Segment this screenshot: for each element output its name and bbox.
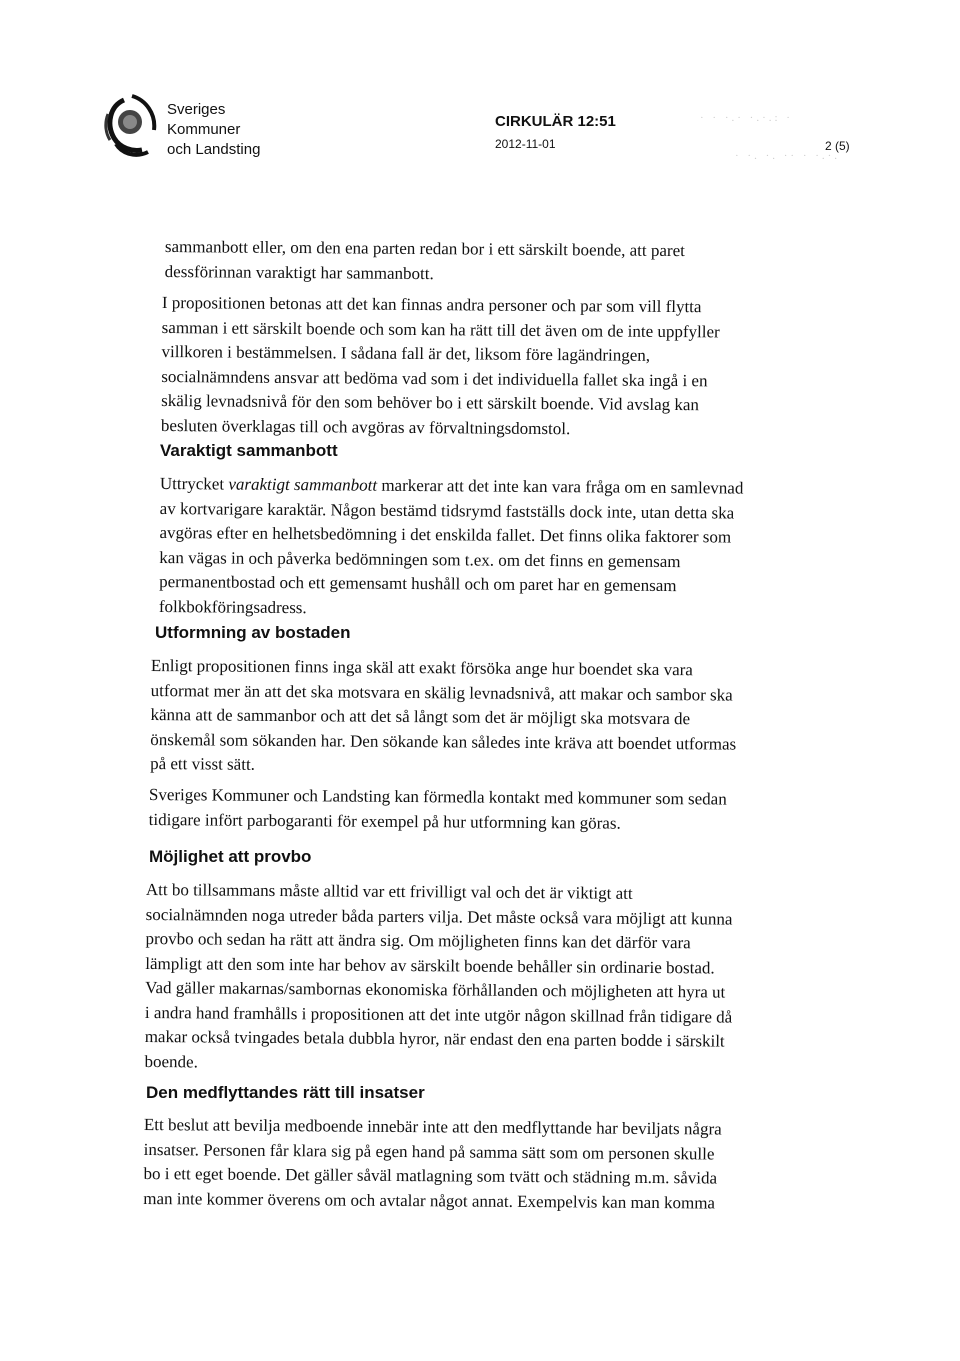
org-line-1: Sveriges bbox=[167, 101, 226, 118]
text-line: tidigare infört parbogaranti för exempel på hur utformning kan göras. bbox=[148, 809, 621, 833]
emphasized-term: varaktigt sammanbott bbox=[228, 474, 378, 495]
text-line: sammanbott eller, om den ena parten redan bor i ett särskilt boende, att paret bbox=[164, 236, 685, 261]
text-line: Att bo tillsammans måste alltid var ett frivilligt val och det är viktigt att bbox=[145, 879, 633, 903]
section-heading-insatser: Den medflyttandes rätt till insatser bbox=[146, 1083, 425, 1102]
text-line: utformat mer än att det ska motsvara en skälig levnadsnivå, att makar och sambor ska bbox=[150, 680, 733, 705]
text-line: lämpligt att den som inte har behov av särskilt boende behåller sin ordinarie bostad. bbox=[145, 953, 715, 977]
section2-paragraph2 bbox=[149, 783, 809, 837]
section-heading-utformning: Utformning av bostaden bbox=[155, 623, 351, 642]
org-line-2: Kommuner bbox=[167, 121, 241, 138]
document-date: 2012-11-01 bbox=[495, 137, 556, 151]
section4-paragraph bbox=[143, 1113, 804, 1216]
section-heading-varaktigt-sammanbott: Varaktigt sammanbott bbox=[160, 441, 338, 460]
text-line: insatser. Personen får klara sig på egen hand på samma sätt som om personen skulle bbox=[143, 1139, 715, 1163]
text-line: permanentbostad och ett gemensamt hushåll och om paret har en gemensam bbox=[159, 571, 677, 596]
text-line: Ett beslut att bevilja medboende innebär inte att den medflyttande har beviljats några bbox=[143, 1114, 722, 1139]
text-line: folkbokföringsadress. bbox=[158, 596, 307, 617]
text-line: i andra hand framhålls i propositionen att det inte utgör någon skillnad från tidigare då bbox=[144, 1002, 733, 1027]
text-line: provbo och sedan ha rätt att ändra sig. Om möjligheten finns kan det därför vara bbox=[145, 928, 691, 953]
text-line: dessförinnan varaktigt har sammanbott. bbox=[164, 261, 434, 283]
text-line: på ett visst sätt. bbox=[150, 753, 256, 774]
scan-noise: · ·. ·. ·· · ·.·. bbox=[735, 150, 841, 162]
section2-paragraph1 bbox=[150, 654, 811, 782]
text-line: man inte kommer överens om och avtalar något annat. Exempelvis kan man komma bbox=[143, 1188, 716, 1212]
text-line: avgöras efter en helhetsbedömning i det enskilda fallet. Det finns olika faktorer som bbox=[159, 522, 732, 547]
text-line: samman i ett särskilt boende och som kan ha rätt till det även om de inte uppfyller bbox=[161, 317, 720, 341]
text-line: villkoren i bestämmelsen. I sådana fall är det, liksom före lagändringen, bbox=[161, 341, 651, 365]
org-line-3: och Landsting bbox=[167, 141, 261, 158]
intro-paragraph bbox=[165, 235, 825, 289]
text-line: boende. bbox=[144, 1051, 198, 1071]
text-line: socialnämndens ansvar att bedöma vad som i det individuella fallet ska ingå i en bbox=[161, 366, 708, 390]
section3-paragraph bbox=[144, 878, 806, 1079]
text-line: kan vägas in och påverka bedömningen som t.ex. om det finns en gemensam bbox=[159, 547, 681, 571]
text-line: önskemål som sökanden har. Den sökande kan således inte kräva att boendet utformas bbox=[150, 729, 737, 754]
section1-paragraph bbox=[159, 472, 820, 624]
text-line: Uttrycket varaktigt sammanbott markerar att det inte kan vara fråga om en samlevnad bbox=[159, 473, 744, 498]
text-line: Vad gäller makarnas/sambornas ekonomiska förhållanden och möjligheten att hyra ut bbox=[145, 977, 726, 1002]
text-line: känna att de sammanbor och att det så långt som det är möjligt ska motsvara de bbox=[150, 704, 691, 729]
text-line: Enligt propositionen finns inga skäl att exakt försöka ange hur boendet ska vara bbox=[150, 655, 693, 680]
scan-noise: · · ·.· ·.·.: · bbox=[700, 112, 793, 124]
circular-number: CIRKULÄR 12:51 bbox=[495, 113, 616, 130]
text-line: besluten överklagas till och avgöras av förvaltningsdomstol. bbox=[160, 415, 571, 438]
text-line: skälig levnadsnivå för den som behöver bo i ett särskilt boende. Vid avslag kan bbox=[161, 390, 700, 415]
proposition-paragraph bbox=[161, 291, 822, 443]
text-line: Sveriges Kommuner och Landsting kan förmedla kontakt med kommuner som sedan bbox=[148, 784, 727, 809]
page-number: 2 (5) bbox=[825, 139, 850, 153]
section-heading-provbo: Möjlighet att provbo bbox=[149, 847, 312, 866]
text-line: I propositionen betonas att det kan finnas andra personer och par som vill flytta bbox=[161, 292, 702, 317]
text-line: makar också tvingades betala dubbla hyror, när endast den ena parten bodde i särskilt bbox=[144, 1026, 725, 1051]
text-line: bo i ett eget boende. Det gäller såväl matlagning som tvätt och städning m.m. såvida bbox=[143, 1163, 718, 1188]
text-line: av kortvarigare karaktär. Någon bestämd tidsrymd fastställs dock inte, utan detta ska bbox=[159, 498, 735, 523]
text-line: socialnämnden noga utreder båda parters vilja. Det måste också vara möjligt att kunna bbox=[145, 904, 733, 929]
